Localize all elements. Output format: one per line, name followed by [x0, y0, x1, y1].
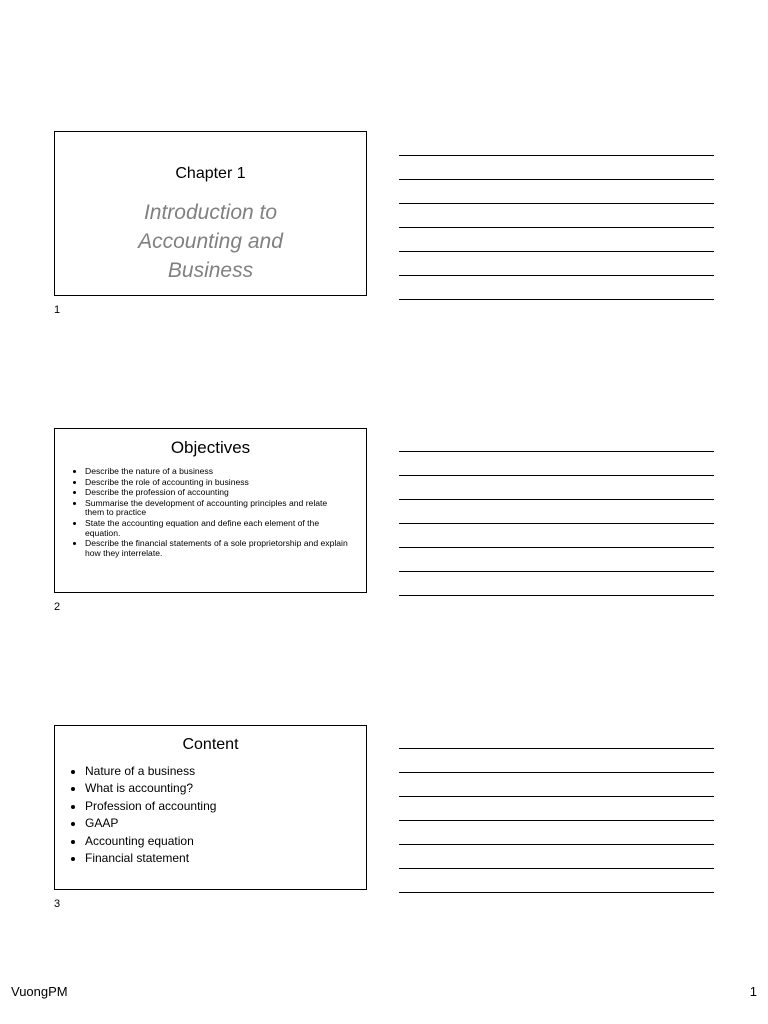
slide-1-subtitle-line: Introduction to	[143, 201, 278, 224]
note-line	[399, 179, 714, 180]
note-line	[399, 203, 714, 204]
list-item: • Profession of accounting	[85, 798, 348, 815]
note-line	[399, 868, 714, 869]
note-line	[399, 475, 714, 476]
list-item: • Describe the role of accounting in business	[85, 478, 348, 488]
list-item: • Describe the profession of accounting	[85, 488, 348, 498]
note-line	[399, 275, 714, 276]
slide-2-title: Objectives	[170, 438, 251, 457]
slide-3-title: Content	[182, 736, 239, 753]
slide-2-notes	[399, 451, 714, 619]
slide-3-number: 3	[54, 898, 61, 910]
list-item: • Nature of a business	[85, 763, 348, 780]
slide-3-notes	[399, 748, 714, 916]
slide-1-number: 1	[54, 304, 61, 316]
note-line	[399, 571, 714, 572]
footer-page-number: 1	[749, 984, 757, 999]
slide-1	[54, 131, 367, 296]
list-item: • State the accounting equation and define each element of the equation.	[85, 519, 348, 538]
note-line	[399, 523, 714, 524]
note-line	[399, 844, 714, 845]
note-line	[399, 820, 714, 821]
slide-2-bullet-list	[73, 467, 348, 559]
note-line	[399, 772, 714, 773]
note-line	[399, 155, 714, 156]
note-line	[399, 499, 714, 500]
note-line	[399, 892, 714, 893]
list-item: • Summarise the development of accounting principles and relate them to practice	[85, 499, 348, 518]
slide-3-bullet-list	[73, 763, 348, 867]
note-line	[399, 748, 714, 749]
slide-3	[54, 725, 367, 890]
note-line	[399, 251, 714, 252]
note-line	[399, 547, 714, 548]
list-item: • Financial statement	[85, 850, 348, 867]
slide-2	[54, 428, 367, 593]
slide-1-subtitle-line: Accounting and	[138, 230, 283, 253]
list-item: • What is accounting?	[85, 780, 348, 797]
list-item: • GAAP	[85, 815, 348, 832]
slide-1-chapter: Chapter 1	[175, 165, 246, 182]
list-item: • Describe the financial statements of a sole proprietorship and explain how they interrelate.	[85, 539, 348, 558]
note-line	[399, 299, 714, 300]
note-line	[399, 451, 714, 452]
slide-1-notes	[399, 155, 714, 323]
note-line	[399, 227, 714, 228]
slide-1-subtitle	[55, 198, 366, 285]
slide-2-number: 2	[54, 601, 61, 613]
list-item: • Describe the nature of a business	[85, 467, 348, 477]
list-item: • Accounting equation	[85, 833, 348, 850]
footer-author: VuongPM	[11, 984, 68, 999]
slide-1-subtitle-line: Business	[167, 259, 254, 282]
note-line	[399, 595, 714, 596]
note-line	[399, 796, 714, 797]
